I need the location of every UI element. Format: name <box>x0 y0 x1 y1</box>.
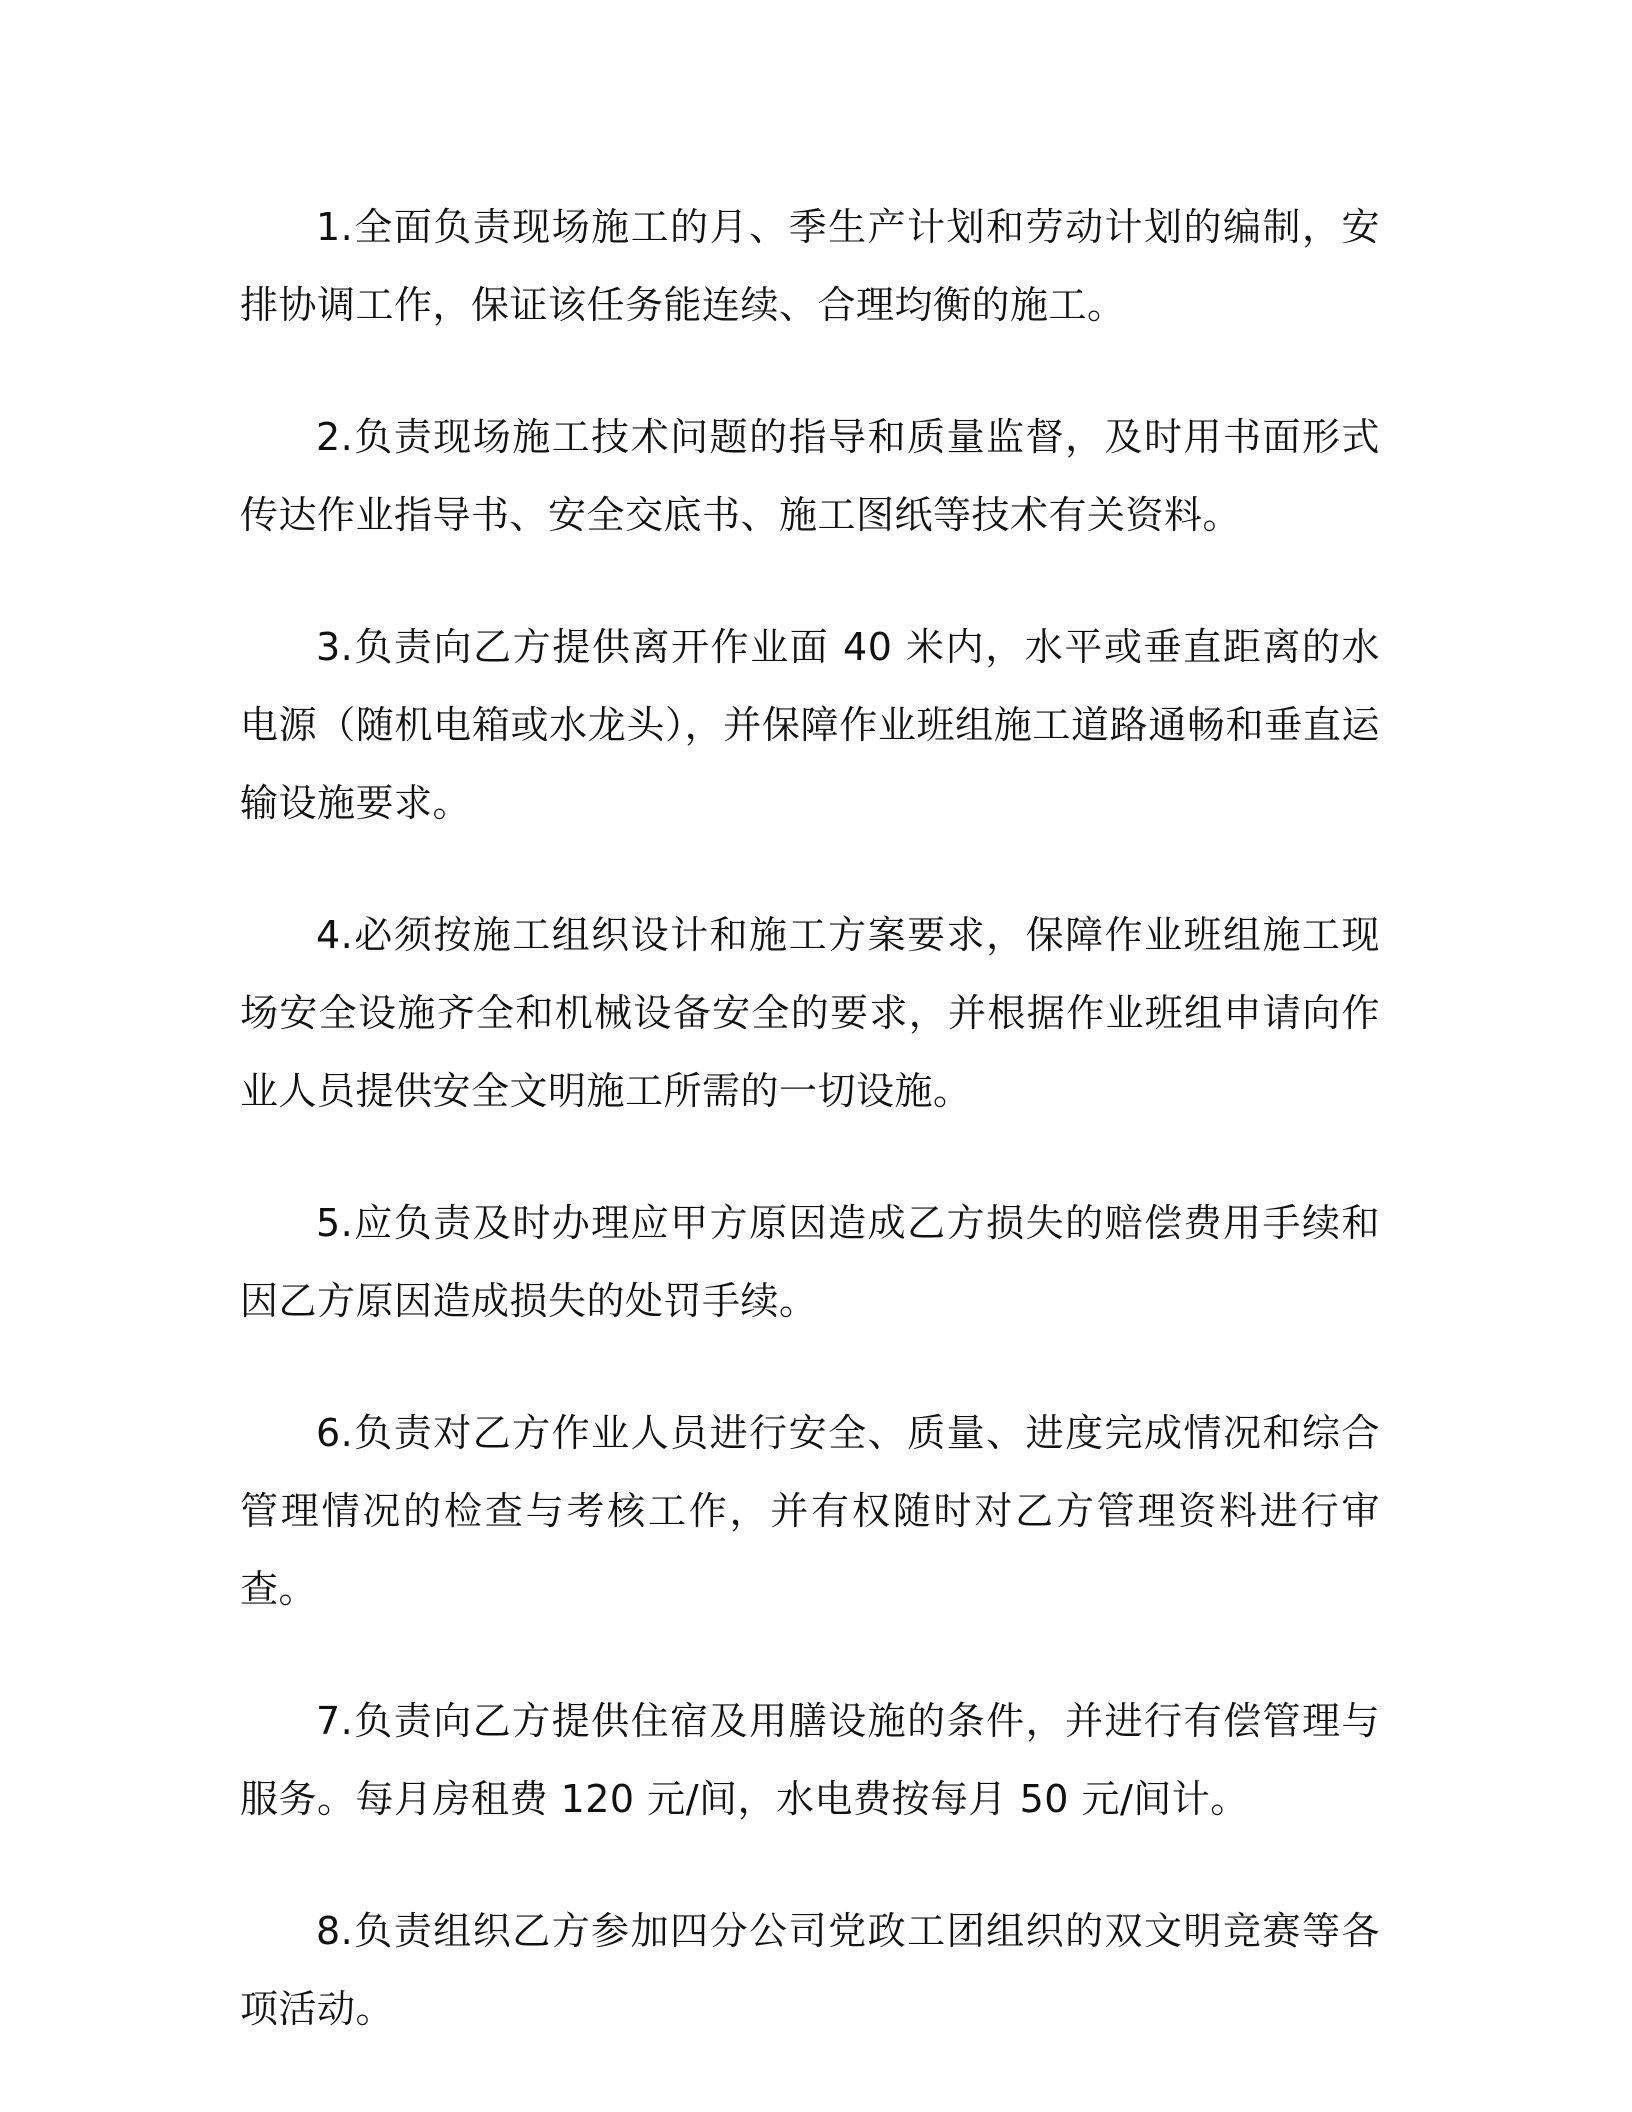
document-body <box>240 188 1380 2102</box>
paragraph-5: 5.应负责及时办理应甲方原因造成乙方损失的赔偿费用手续和因乙方原因造成损失的处罚手续。 <box>240 1201 1380 1323</box>
paragraph-7: 7.负责向乙方提供住宿及用膳设施的条件，并进行有偿管理与服务。每月房租费 120 元/间，水电费按每月 50 元/间计。 <box>240 1699 1380 1821</box>
paragraph-3: 3.负责向乙方提供离开作业面 40 米内，水平或垂直距离的水电源（随机电箱或水龙头），并保障作业班组施工道路通畅和垂直运输设施要求。 <box>240 625 1380 825</box>
paragraph-8: 8.负责组织乙方参加四分公司党政工团组织的双文明竞赛等各项活动。 <box>240 1909 1380 2031</box>
paragraph-4: 4.必须按施工组织设计和施工方案要求，保障作业班组施工现场安全设施齐全和机械设备安全的要求，并根据作业班组申请向作业人员提供安全文明施工所需的一切设施。 <box>240 913 1380 1113</box>
paragraph-6: 6.负责对乙方作业人员进行安全、质量、进度完成情况和综合管理情况的检查与考核工作，并有权随时对乙方管理资料进行审查。 <box>240 1411 1380 1611</box>
paragraph-1: 1.全面负责现场施工的月、季生产计划和劳动计划的编制，安排协调工作，保证该任务能连续、合理均衡的施工。 <box>240 205 1380 327</box>
paragraph-2: 2.负责现场施工技术问题的指导和质量监督，及时用书面形式传达作业指导书、安全交底书、施工图纸等技术有关资料。 <box>240 415 1380 537</box>
